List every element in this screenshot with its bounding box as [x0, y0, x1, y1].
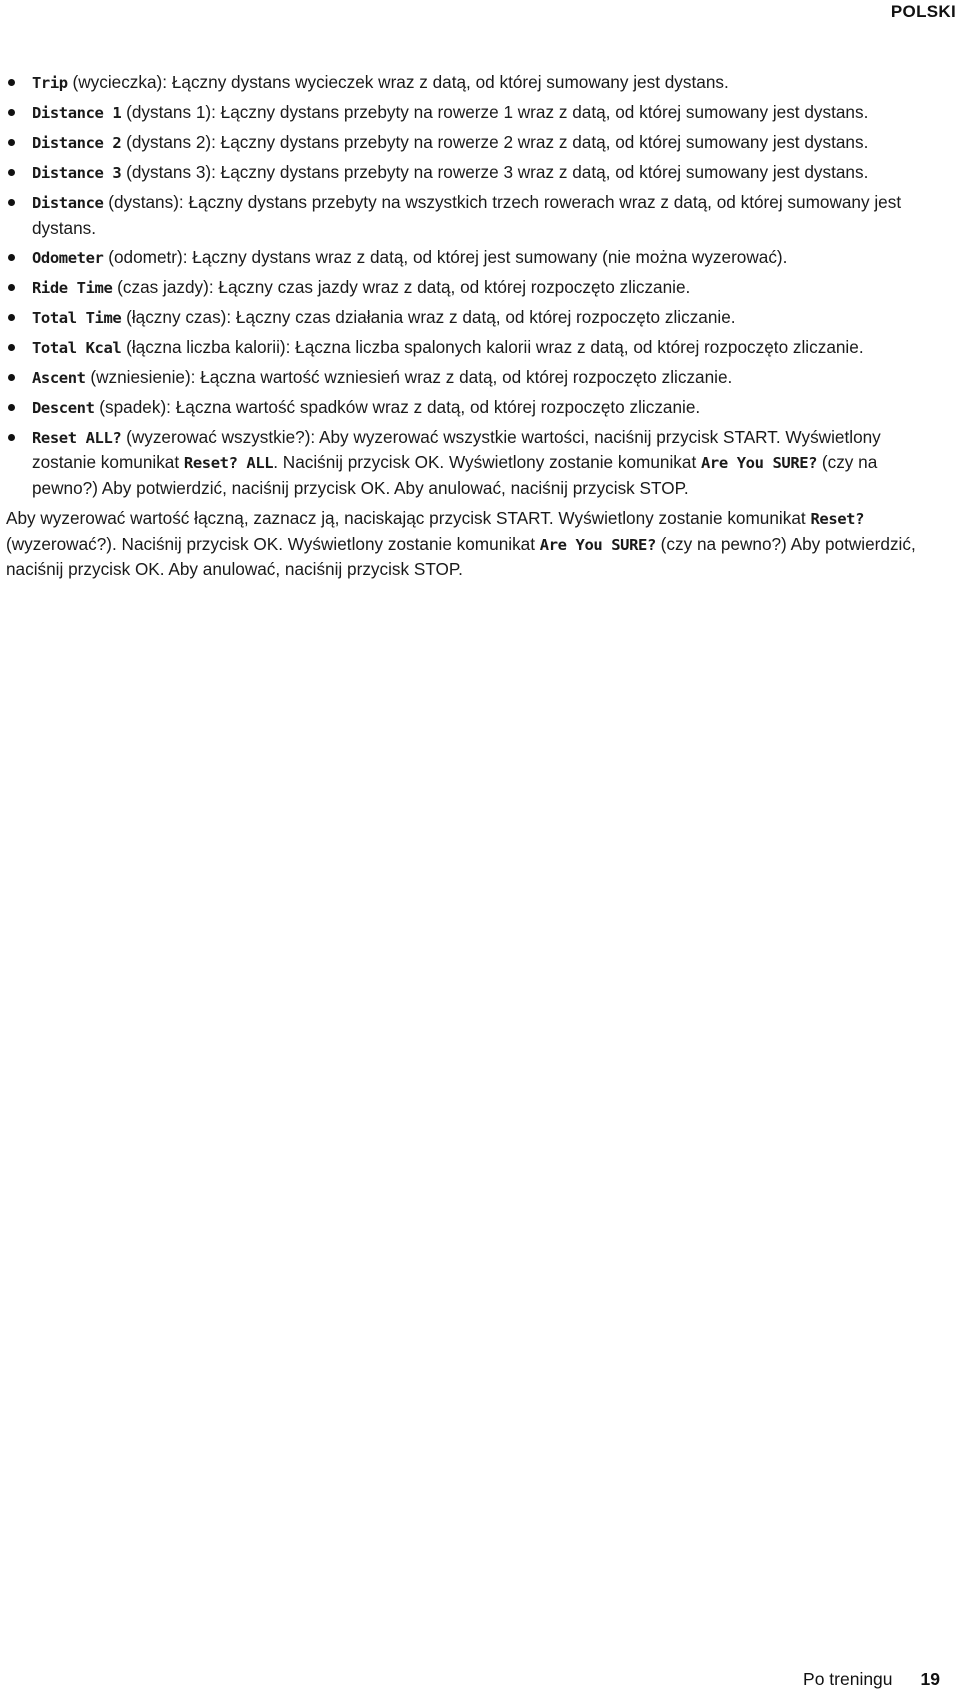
page-footer — [803, 1669, 940, 1690]
list-item — [6, 245, 941, 271]
reset-instructions-paragraph — [6, 506, 941, 582]
display-term: Distance 1 — [32, 104, 122, 122]
paragraph-text: Aby wyzerować wartość łączną, zaznacz ją, naciskając przycisk START. Wyświetlony zostanie komunikat — [6, 508, 811, 528]
display-term: Distance 2 — [32, 134, 122, 152]
item-description: (spadek): Łączna wartość spadków wraz z datą, od której rozpoczęto zliczanie. — [94, 396, 701, 417]
bullet-icon — [8, 109, 15, 116]
bullet-icon — [8, 254, 15, 261]
list-item — [6, 70, 941, 96]
display-term: Ascent — [32, 368, 86, 387]
list-item — [6, 275, 941, 301]
item-description: . Naciśnij przycisk OK. Wyświetlony zostanie komunikat — [273, 452, 701, 472]
language-header: POLSKI — [890, 2, 956, 21]
item-description: (wyzerować wszystkie?): Aby wyzerować wszystkie wartości, naciśnij przycisk START. Wyświetlony zostanie komunikat — [32, 426, 881, 472]
display-term: Ride Time — [32, 278, 113, 297]
item-description: (odometr): Łączny dystans wraz z datą, od której jest sumowany (nie można wyzerować). — [103, 246, 788, 267]
list-item — [6, 160, 941, 186]
display-term: Descent — [32, 398, 95, 417]
display-term: Reset ALL? — [32, 428, 122, 447]
item-description: (dystans): Łączny dystans przebyty na wszystkich trzech rowerach wraz z datą, od której sumowany jest dystans. — [32, 192, 902, 238]
bullet-icon — [8, 404, 15, 411]
list-item — [6, 130, 941, 156]
item-description: (czas jazdy): Łączny czas jazdy wraz z datą, od której rozpoczęto zliczanie. — [112, 276, 691, 297]
list-item-reset-all — [6, 425, 941, 501]
bullet-icon — [8, 169, 15, 176]
bullet-icon — [8, 79, 15, 86]
bullet-icon — [8, 139, 15, 146]
bullet-icon — [8, 199, 15, 206]
display-term: Distance 3 — [32, 164, 122, 182]
paragraph-text: (czy na pewno?) Aby potwierdzić, naciśnij przycisk OK. Aby anulować, naciśnij przycisk STOP. — [6, 533, 916, 579]
display-message: Are You SURE? — [539, 535, 656, 554]
item-description: (wycieczka): Łączny dystans wycieczek wraz z datą, od której sumowany jest dystans. — [67, 72, 729, 92]
list-item — [6, 100, 941, 126]
display-term: Total Kcal — [32, 338, 122, 357]
display-term: Total Time — [32, 308, 122, 327]
bullet-icon — [8, 284, 15, 291]
item-description: (łączny czas): Łączny czas działania wraz z datą, od której rozpoczęto zliczanie. — [121, 306, 736, 327]
footer-section-title: Po treningu — [803, 1669, 893, 1689]
item-description: (wzniesienie): Łączna wartość wzniesień wraz z datą, od której rozpoczęto zliczanie. — [85, 366, 733, 387]
bullet-icon — [8, 344, 15, 351]
list-item — [6, 305, 941, 331]
bullet-icon — [8, 314, 15, 321]
display-message: Reset? — [810, 510, 865, 528]
display-message: Reset? ALL — [183, 454, 274, 472]
total-values-list — [6, 70, 941, 500]
page-number: 19 — [920, 1669, 940, 1689]
list-item — [6, 190, 941, 240]
list-item — [6, 335, 941, 361]
item-description: (dystans 2): Łączny dystans przebyty na rowerze 2 wraz z datą, od której sumowany jest dystans. — [121, 132, 869, 152]
item-description: (czy na pewno?) Aby potwierdzić, naciśnij przycisk OK. Aby anulować, naciśnij przycisk STOP. — [32, 452, 878, 498]
item-description: (łączna liczba kalorii): Łączna liczba spalonych kalorii wraz z datą, od której rozpoczęto zliczanie. — [121, 336, 864, 357]
list-item — [6, 365, 941, 391]
list-item — [6, 395, 941, 421]
manual-content — [6, 70, 941, 582]
display-term: Trip — [32, 74, 68, 92]
display-term: Odometer — [32, 248, 104, 267]
bullet-icon — [8, 434, 15, 441]
display-term: Distance — [32, 194, 104, 212]
display-message: Are You SURE? — [701, 454, 818, 472]
item-description: (dystans 1): Łączny dystans przebyty na rowerze 1 wraz z datą, od której sumowany jest dystans. — [121, 102, 869, 122]
paragraph-text: (wyzerować?). Naciśnij przycisk OK. Wyświetlony zostanie komunikat — [6, 533, 540, 554]
item-description: (dystans 3): Łączny dystans przebyty na rowerze 3 wraz z datą, od której sumowany jest dystans. — [121, 162, 869, 182]
bullet-icon — [8, 374, 15, 381]
